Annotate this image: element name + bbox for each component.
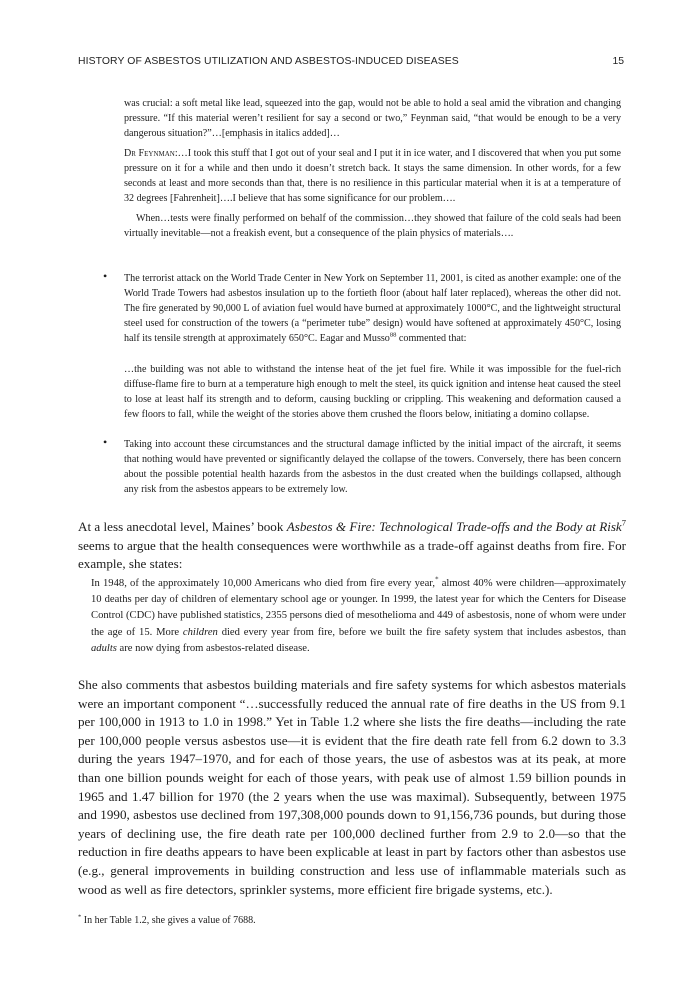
page-number: 15 (612, 56, 624, 67)
reference-number: 7 (621, 517, 626, 528)
quote-text: died every year from fire, before we built the fire safety system that includes asbestos, than (217, 626, 626, 638)
reference-number: 88 (389, 331, 397, 339)
speaker-label: Dr Feynman: (124, 148, 178, 159)
body-text: seems to argue that the health consequences were worthwhile as a trade-off against deaths from fire. For example, she states: (78, 537, 626, 572)
bullet-item (124, 271, 621, 346)
bullet-quotation: …the building was not able to withstand the intense heat of the jet fuel fire. While it was impossible for the fuel-rich diffuse-flame fire to burn at a temperature high enough to melt the steel, its quick ignition and intense heat caused the steel to lose at least half its strength and to deform, causing buckling or crippling. This weakening and deformation caused a few floors to fall, while the weight of the stories above them crushed the floors below, initiating a domino collapse. (124, 364, 621, 420)
footnote-marker: * (435, 576, 439, 584)
bullet-item: Taking into account these circumstances and the structural damage inflicted by the initial impact of the aircraft, it seems that nothing would have prevented or significantly delayed the collapse of the towers. Conversely, there has been concern about the possible potential health hazards from the asbestos in the dust created when the buildings collapsed, although any risk from the asbestos appears to be extremely low. (124, 439, 621, 495)
quote-paragraph: was crucial: a soft metal like lead, squeezed into the gap, would not be able to hold a seal amid the vibration and changing pressure. “If this material weren’t resilient for say a second or two,” Feynman said, “that would be enough to be a very dangerous situation?”…[emphasis in italics added]… (124, 98, 621, 139)
bullet-text: The terrorist attack on the World Trade Center in New York on September 11, 2001, is cited as another example: one of the World Trade Towers had asbestos insulation up to the fortieth floor (about half later replaced), whereas the other did not. The fire generated by 90,000 L of aviation fuel would have burned at approximately 1000°C, and the lightweight structural steel used for construction of the towers (a “perimeter tube” design) would have softened at approximately 450°C, losing half its tensile strength at approximately 650°C. Eagar and Musso (124, 273, 621, 344)
body-paragraph (78, 518, 626, 574)
body-text: At a less anecdotal level, Maines’ book (78, 519, 287, 534)
bullet-text: commented that: (396, 333, 467, 344)
footnote (78, 915, 256, 926)
bullet-marker: • (103, 435, 108, 449)
body-paragraph: She also comments that asbestos building materials and fire safety systems for which asbestos materials were an important component “…successfully reduced the annual rate of fire deaths in the US from 9.1 per 100,000 in 1913 to 1.0 in 1998.” Yet in Table 1.2 where she lists the fire deaths—including the rate per 100,000 people versus asbestos use—it is evident that the fire death rate fell from 6.2 down to 3.3 during the years 1947–1970, and for each of those years, the use of asbestos was at its peak, at more than one billion pounds weight for each of those years, with peak use of almost 1.59 billion pounds in 1965 and 1.47 billion for 1970 (the 2 years when the use was maximal). Subsequently, between 1975 and 1990, asbestos use declined from 197,308,000 pounds down to 91,156,736 pounds, but during those years of declining use, the fire death rate per 100,000 declined further from 2.9 to 2.0—so that the reduction in fire deaths appears to have been explicable at least in part by factors other than asbestos use (e.g., general improvements in building construction and less use of inflammable materials such as wood as well as fire detectors, sprinkler systems, more efficient fire brigade systems, etc.). (78, 677, 626, 897)
footnote-marker: * (78, 913, 82, 921)
emphasis: adults (91, 642, 117, 654)
quote-text: In 1948, of the approximately 10,000 Americans who died from fire every year, (91, 578, 436, 589)
quote-paragraph (124, 146, 621, 206)
speaker-text: …I took this stuff that I got out of your seal and I put it in ice water, and I discovered that when you put some pressure on it for a while and then undo it doesn’t stretch back. It stays the same dimension. In other words, for a few seconds at least and more seconds than that, there is no resilience in this particular material when it is at a temperature of 32 degrees [Fahrenheit]….I believe that has some significance for our problem…. (124, 148, 621, 204)
book-title: Asbestos & Fire: Technological Trade-offs and the Body at Risk (286, 519, 622, 534)
block-quotation (91, 576, 626, 657)
quote-text: almost 40% were children—approximately 10 deaths per day of children of elementary school age or younger. In 1999, the latest year for which the Centers for Disease Control (CDC) have published statistics, 2355 persons died of mesothelioma and 449 of asbestosis, none of whom were under the age of 15. More (91, 578, 626, 638)
quote-text: are now dying from asbestos-related disease. (116, 642, 310, 654)
running-title: HISTORY OF ASBESTOS UTILIZATION AND ASBESTOS-INDUCED DISEASES (78, 56, 459, 67)
emphasis: children (182, 626, 218, 638)
bullet-marker: • (103, 269, 108, 283)
footnote-text: In her Table 1.2, she gives a value of 7688. (81, 915, 256, 926)
quote-paragraph: When…tests were finally performed on behalf of the commission…they showed that failure of the cold seals had been virtually inevitable—not a freakish event, but a consequence of the plain physics of materials…. (124, 213, 621, 239)
